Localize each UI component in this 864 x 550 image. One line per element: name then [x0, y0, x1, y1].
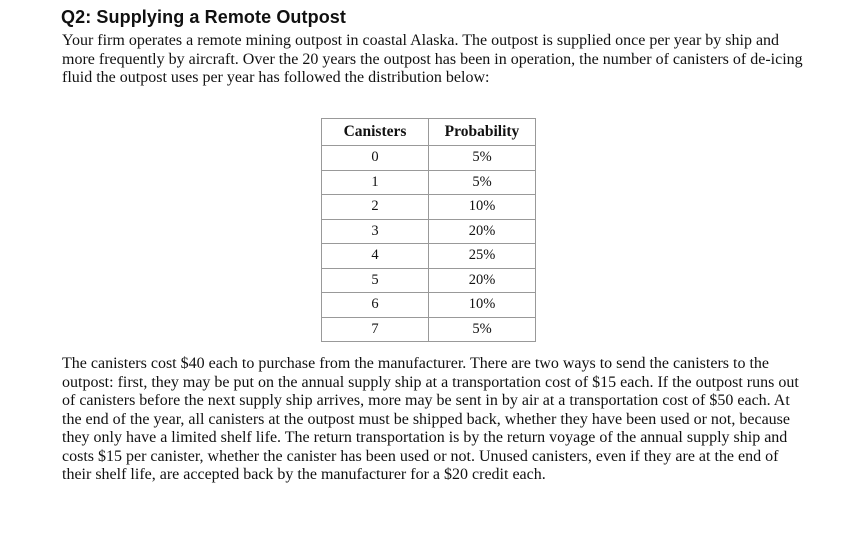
- canisters-cell: 4: [322, 244, 429, 269]
- table-header-row: [322, 119, 536, 146]
- table-row: [322, 170, 536, 195]
- table-row: [322, 244, 536, 269]
- canisters-cell: 0: [322, 146, 429, 171]
- probability-cell: 5%: [429, 170, 536, 195]
- probability-cell: 20%: [429, 219, 536, 244]
- table-row: [322, 293, 536, 318]
- table-row: [322, 195, 536, 220]
- question-title: Q2: Supplying a Remote Outpost: [61, 7, 347, 27]
- header-canisters: Canisters: [322, 119, 429, 146]
- canisters-cell: 1: [322, 170, 429, 195]
- canisters-cell: 5: [322, 268, 429, 293]
- table-row: [322, 317, 536, 342]
- canisters-cell: 2: [322, 195, 429, 220]
- probability-cell: 25%: [429, 244, 536, 269]
- intro-paragraph: Your firm operates a remote mining outpost in coastal Alaska. The outpost is supplied once per year by ship and more frequently by aircraft. Over the 20 years the outpost has been in operation, the number of canisters of de-icing fluid the outpost uses per year has followed the distribution below:: [62, 32, 803, 86]
- probability-cell: 5%: [429, 317, 536, 342]
- question-document: [61, 6, 807, 483]
- header-probability: Probability: [429, 119, 536, 146]
- probability-cell: 10%: [429, 293, 536, 318]
- distribution-table-wrap: [321, 118, 536, 342]
- table-row: [322, 146, 536, 171]
- table-row: [322, 219, 536, 244]
- outro-paragraph: The canisters cost $40 each to purchase from the manufacturer. There are two ways to send the canisters to the outpost: first, they may be put on the annual supply ship at a transportation cost of $15 each. If the outpost runs out of canisters before the next supply ship arrives, more may be sent in by air at a transportation cost of $50 each. At the end of the year, all canisters at the outpost must be shipped back, whether they have been used or not, because they only have a limited shelf life. The return transportation is by the return voyage of the annual supply ship and costs $15 per canister, whether the canister has been used or not. Unused canisters, even if they are at the end of their shelf life, are accepted back by the manufacturer for a $20 credit each.: [62, 355, 799, 483]
- probability-cell: 5%: [429, 146, 536, 171]
- table-row: [322, 268, 536, 293]
- canisters-cell: 6: [322, 293, 429, 318]
- canisters-cell: 3: [322, 219, 429, 244]
- probability-cell: 20%: [429, 268, 536, 293]
- distribution-table: [321, 118, 536, 342]
- canisters-cell: 7: [322, 317, 429, 342]
- probability-cell: 10%: [429, 195, 536, 220]
